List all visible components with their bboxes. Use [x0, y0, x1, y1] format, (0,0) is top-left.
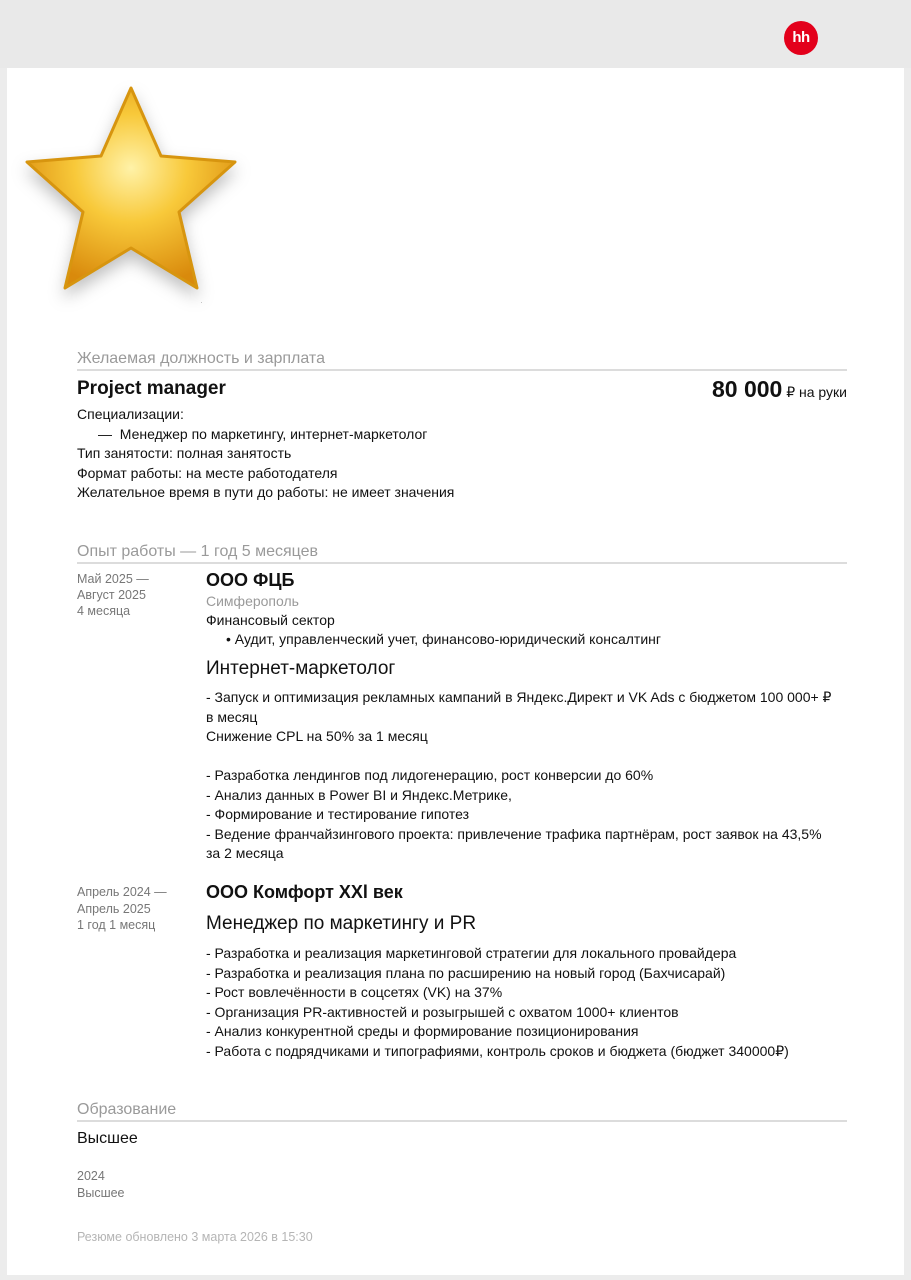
education-level-small: Высшее — [77, 1186, 125, 1200]
salary — [712, 376, 847, 403]
duty-line: - Рост вовлечённости в соцсетях (VK) на 37% — [206, 984, 503, 1000]
decor-dot: · — [200, 297, 203, 307]
section-heading-position: Желаемая должность и зарплата — [77, 349, 847, 371]
job-industry: Финансовый сектор — [206, 612, 335, 628]
education-level: Высшее — [77, 1130, 138, 1147]
hh-logo[interactable]: hh — [784, 21, 818, 55]
specializations-label: Специализации: — [77, 406, 184, 422]
salary-amount: 80 000 — [711, 376, 783, 402]
education-year: 2024 — [77, 1169, 105, 1183]
duty-line: - Разработка и реализация маркетинговой стратегии для локального провайдера — [206, 945, 737, 961]
employment-type: Тип занятости: полная занятость — [77, 445, 292, 461]
job-company: ООО ФЦБ — [206, 570, 295, 590]
work-format: Формат работы: на месте работодателя — [77, 465, 338, 481]
top-bar — [0, 0, 911, 68]
job-industry-detail: • Аудит, управленческий учет, финансово-юридический консалтинг — [226, 631, 661, 647]
job-period-end: Апрель 2025 — [77, 902, 151, 916]
star-icon — [15, 82, 247, 304]
duty-line: - Ведение франчайзингового проекта: привлечение трафика партнёрам, рост заявок на 43,5% — [206, 825, 822, 842]
job-position: Интернет-маркетолог — [206, 658, 396, 679]
job-period-start: Апрель 2024 — — [77, 885, 167, 899]
duty-line: за 2 месяца — [206, 845, 284, 861]
section-heading-education: Образование — [77, 1100, 847, 1122]
salary-suffix: ₽ на руки — [786, 384, 847, 400]
duty-line: - Работа с подрядчиками и типографиями, контроль сроков и бюджета (бюджет 340000₽) — [206, 1042, 789, 1059]
specialization-item: — Менеджер по маркетингу, интернет-маркетолог — [98, 426, 428, 442]
duty-line: - Организация PR-активностей и розыгрышей с охватом 1000+ клиентов — [206, 1003, 679, 1020]
job-duration: 4 месяца — [77, 604, 131, 618]
job-period-end: Август 2025 — [77, 588, 146, 602]
duty-line: - Формирование и тестирование гипотез — [206, 806, 470, 822]
duty-line: - Анализ данных в Power BI и Яндекс.Метрике, — [206, 786, 512, 803]
job-city: Симферополь — [206, 593, 299, 609]
commute-time: Желательное время в пути до работы: не имеет значения — [77, 484, 455, 500]
resume-page — [7, 68, 904, 1275]
job-duration: 1 год 1 месяц — [77, 918, 156, 932]
duty-line: - Разработка и реализация плана по расширению на новый город (Бахчисарай) — [206, 964, 726, 981]
job-period-start: Май 2025 — — [77, 572, 149, 586]
job-position: Менеджер по маркетингу и PR — [206, 913, 477, 934]
duty-line — [206, 747, 851, 767]
resume-updated: Резюме обновлено 3 марта 2026 в 15:30 — [77, 1230, 313, 1244]
duty-line: Снижение CPL на 50% за 1 месяц — [206, 728, 428, 744]
duty-line: - Разработка лендингов под лидогенерацию, рост конверсии до 60% — [206, 767, 654, 783]
duty-line: - Анализ конкурентной среды и формирование позиционирования — [206, 1023, 639, 1039]
position-title: Project manager — [77, 378, 226, 399]
section-heading-experience: Опыт работы — 1 год 5 месяцев — [77, 542, 847, 564]
job-company: ООО Комфорт XXl век — [206, 882, 403, 902]
duty-line: - Запуск и оптимизация рекламных кампаний в Яндекс.Директ и VK Ads с бюджетом 100 000+ ₽ — [206, 689, 832, 705]
job-duties — [206, 688, 851, 864]
duty-line: в месяц — [206, 708, 258, 725]
job-duties — [206, 944, 851, 1061]
